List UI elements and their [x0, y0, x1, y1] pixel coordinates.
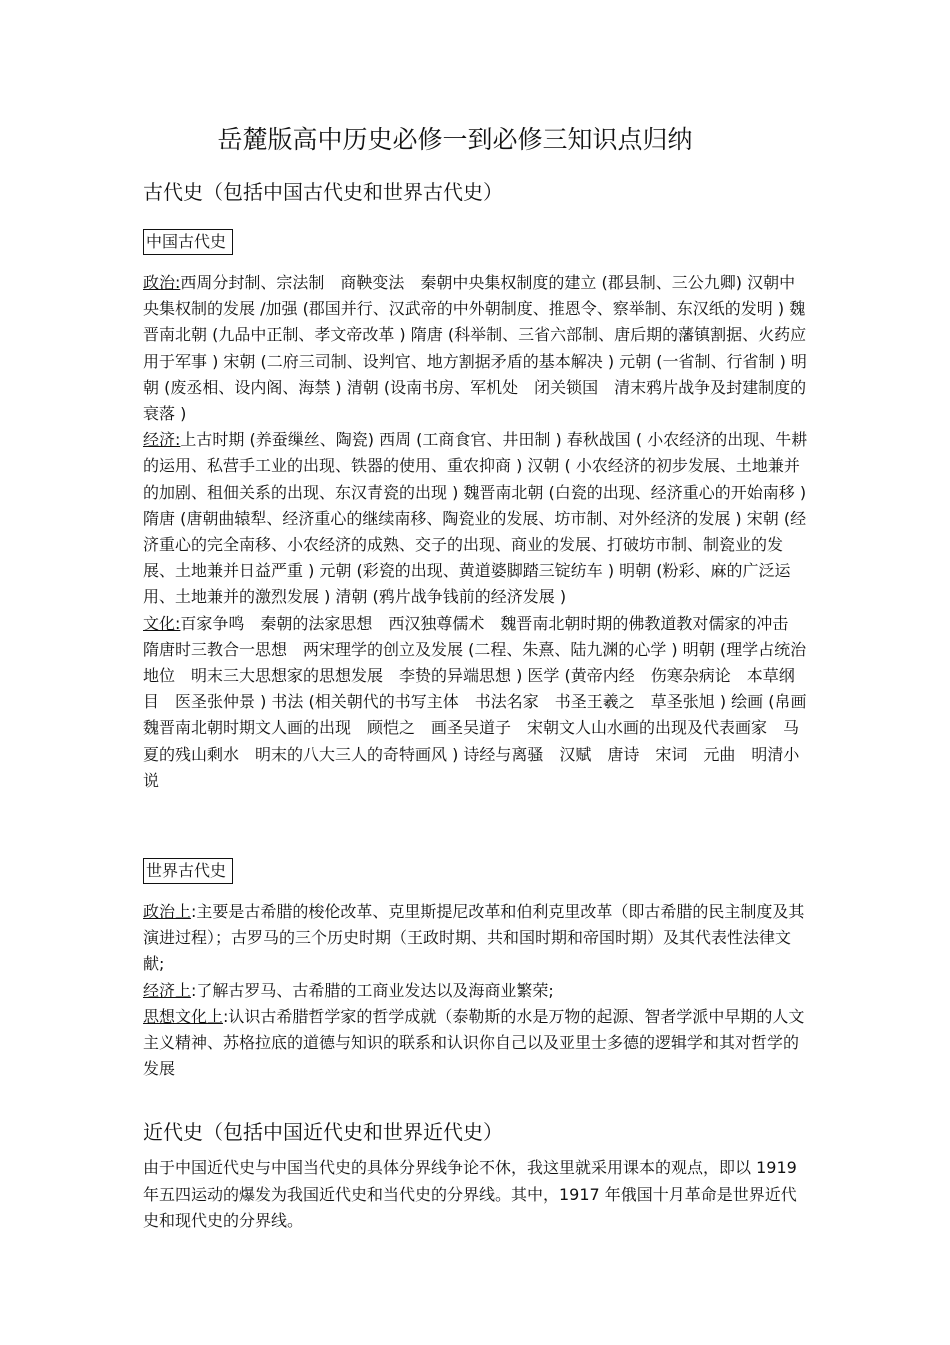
- world-ancient-content: [143, 899, 808, 1082]
- politics-text: 西周分封制、宗法制 商鞅变法 秦朝中央集权制度的建立 (郡县制、三公九卿) 汉朝中央集权制的发展 /加强 (郡国并行、汉武帝的中外朝制度、推恩令、察举制、东汉纸的发明 ) 魏晋南北朝 (九品中正制、孝文帝改革 ) 隋唐 (科举制、三省六部制、唐后期的藩镇割据、火药应用于军事 ) 宋朝 (二府三司制、设判官、地方割据矛盾的基本解决 ) 元朝 (一省制、行省制 ) 明朝 (废丞相、设内阁、海禁 ) 清朝 (设南书房、军机处 闭关锁国 清末鸦片战争及封建制度的衰落 ): [143, 273, 807, 424]
- world-politics-label: 政治上: [143, 902, 192, 921]
- politics-label: 政治:: [143, 273, 181, 292]
- world-politics-text: :主要是古希腊的梭伦改革、克里斯提尼改革和伯利克里改革（即古希腊的民主制度及其演进过程）；古罗马的三个历史时期（王政时期、共和国时期和帝国时期）及其代表性法律文献;: [143, 902, 805, 974]
- economy-label: 经济:: [143, 430, 181, 450]
- modern-history-heading: 近代史（包括中国近代史和世界近代史）: [143, 1120, 503, 1144]
- china-ancient-content: [143, 270, 823, 794]
- world-thought-text: :认识古希腊哲学家的哲学成就（泰勒斯的水是万物的起源、智者学派中早期的人文主义精神、苏格拉底的道德与知识的联系和认识你自己以及亚里士多德的逻辑学和其对哲学的发展: [143, 1006, 805, 1079]
- world-economy-label: 经济上: [143, 980, 192, 1000]
- china-ancient-label: 中国古代史: [143, 229, 233, 255]
- ancient-history-heading: 古代史（包括中国古代史和世界古代史）: [143, 180, 503, 204]
- culture-text: 百家争鸣 秦朝的法家思想 西汉独尊儒术 魏晋南北朝时期的佛教道教对儒家的冲击 隋唐时三教合一思想 两宋理学的创立及发展 (二程、朱熹、陆九渊的心学 ) 明朝 (理学占统治地位 明末三大思想家的思想发展 李贽的异端思想 ) 医学 (黄帝内经 伤寒杂病论 本草纲目 医圣张仲景 ) 书法 (相关朝代的书写主体 书法名家 书圣王羲之 草圣张旭 ) 绘画 (帛画 魏晋南北朝时期文人画的出现 顾恺之 画圣吴道子 宋朝文人山水画的出现及代表画家 马夏的残山剩水 明末的八大三人的奇特画风 ) 诗经与离骚 汉赋 唐诗 宋词 元曲 明清小说: [143, 613, 823, 790]
- world-thought-label: 思想文化上: [143, 1006, 224, 1026]
- document-title: 岳麓版高中历史必修一到必修三知识点归纳: [217, 125, 693, 154]
- economy-text: 上古时期 (养蚕缫丝、陶瓷) 西周 (工商食官、井田制 ) 春秋战国 ( 小农经济的出现、牛耕的运用、私营手工业的出现、铁器的使用、重农抑商 ) 汉朝 ( 小农经济的初步发展、土地兼并的加剧、租佃关系的出现、东汉青瓷的出现 ) 魏晋南北朝 (白瓷的出现、经济重心的开始南移 ) 隋唐 (唐朝曲辕犁、经济重心的继续南移、陶瓷业的发展、坊市制、对外经济的发展 ) 宋朝 (经济重心的完全南移、小农经济的成熟、交子的出现、商业的发展、打破坊市制、制瓷业的发展、土地兼并日益严重 ) 元朝 (彩瓷的出现、黄道婆脚踏三锭纺车 ) 明朝 (粉彩、麻的广泛运用、土地兼并的激烈发展 ) 清朝 (鸦片战争钱前的经济发展 ): [143, 430, 808, 607]
- world-ancient-label: 世界古代史: [143, 858, 233, 884]
- world-economy-text: :了解古罗马、古希腊的工商业发达以及海商业繁荣;: [191, 980, 554, 1000]
- modern-history-intro: 由于中国近代史与中国当代史的具体分界线争论不休，我这里就采用课本的观点，即以 1919 年五四运动的爆发为我国近代史和当代史的分界线。其中，1917 年俄国十月革命是世界近代史和现代史的分界线。: [143, 1158, 797, 1230]
- culture-label: 文化:: [143, 613, 181, 633]
